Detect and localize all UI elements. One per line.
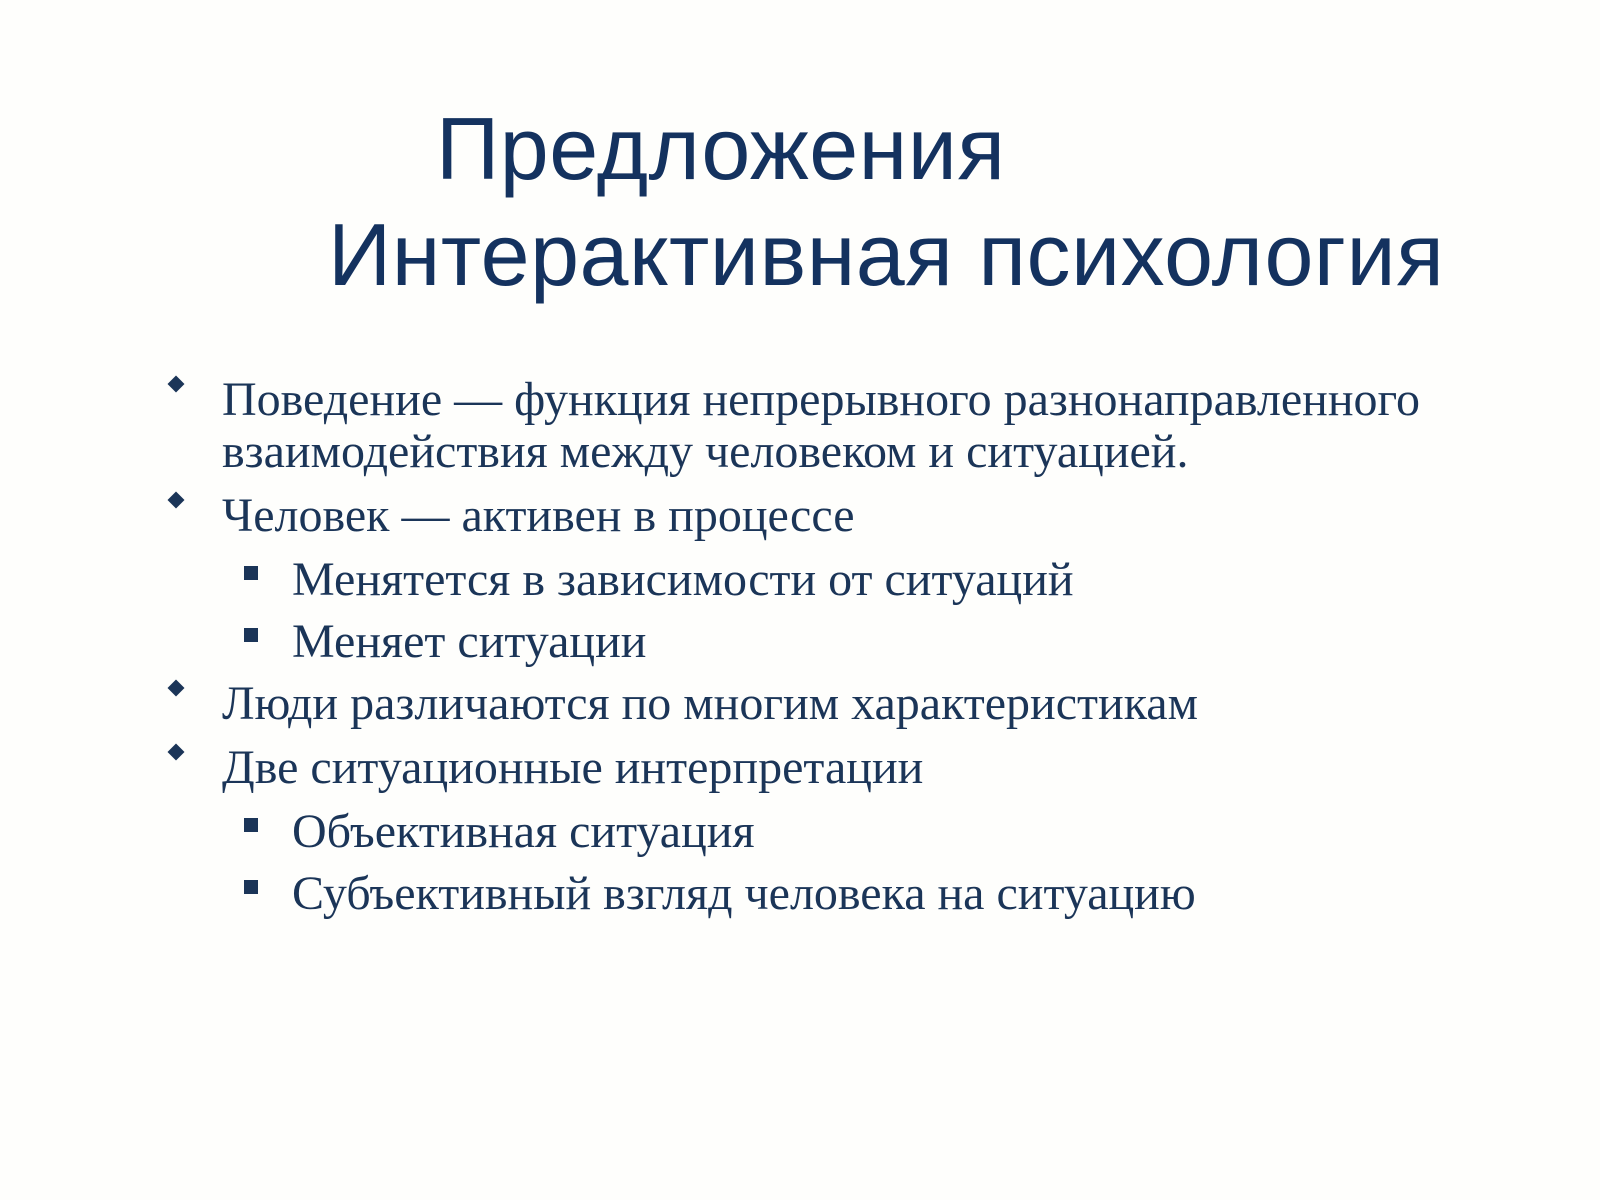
bullet-item: [160, 742, 1540, 794]
bullet-text: Поведение — функция непрерывного разнонаправленного взаимодействия между человеком и ситуацией.: [222, 373, 1421, 478]
sub-bullet-item: [160, 868, 1540, 920]
bullet-item: [160, 490, 1540, 542]
sub-bullet-text: Объективная ситуация: [292, 805, 755, 858]
bullet-item: [160, 678, 1540, 730]
bullet-item: [160, 374, 1540, 478]
diamond-bullet-icon: [170, 378, 184, 392]
square-bullet-icon: [244, 628, 258, 642]
sub-bullet-item: [160, 806, 1540, 858]
title-line-2: Интерактивная психология: [328, 205, 1445, 304]
sub-bullet-text: Менятется в зависимости от ситуаций: [292, 553, 1074, 606]
square-bullet-icon: [244, 880, 258, 894]
diamond-bullet-icon: [170, 746, 184, 760]
slide-title: [0, 96, 1600, 308]
bullet-list: [160, 374, 1540, 930]
diamond-bullet-icon: [170, 494, 184, 508]
sub-bullet-item: [160, 616, 1540, 668]
sub-bullet-item: [160, 554, 1540, 606]
diamond-bullet-icon: [170, 682, 184, 696]
title-line-1: Предложения: [436, 99, 1006, 198]
bullet-text: Две ситуационные интерпретации: [222, 741, 924, 794]
sub-bullet-text: Субъективный взгляд человека на ситуацию: [292, 867, 1196, 920]
square-bullet-icon: [244, 566, 258, 580]
sub-bullet-text: Меняет ситуации: [292, 615, 647, 668]
bullet-text: Люди различаются по многим характеристикам: [222, 677, 1198, 730]
bullet-text: Человек — активен в процессе: [222, 489, 855, 542]
square-bullet-icon: [244, 818, 258, 832]
